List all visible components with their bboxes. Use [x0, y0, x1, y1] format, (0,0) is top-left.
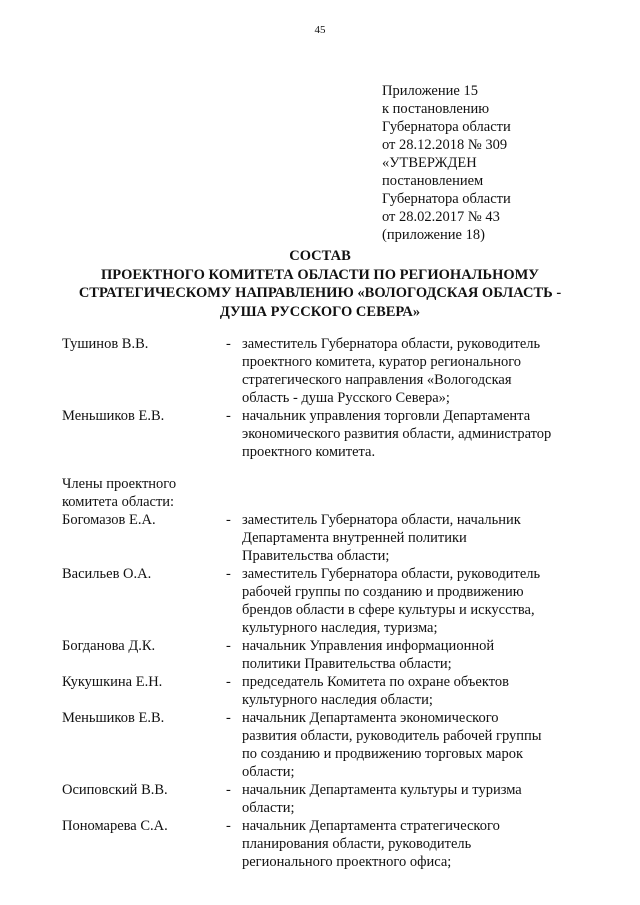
appendix-line: «УТВЕРЖДЕН: [382, 155, 477, 171]
dash-separator: -: [226, 336, 231, 352]
members-list: [62, 511, 622, 871]
member-row: [62, 637, 622, 673]
position-line: области;: [242, 764, 295, 780]
position-line: экономического развития области, администратор: [242, 426, 552, 442]
appendix-line: от 28.12.2018 № 309: [382, 137, 508, 153]
appendix-line: (приложение 18): [382, 227, 485, 243]
dash-separator: -: [226, 818, 231, 834]
position-line: развития области, руководитель рабочей группы: [242, 728, 542, 744]
committee-list: [62, 335, 622, 871]
member-row: [62, 781, 622, 817]
member-row: [62, 673, 622, 709]
position-line: политики Правительства области;: [242, 656, 452, 672]
position-line: культурного наследия области;: [242, 692, 433, 708]
dash-separator: -: [226, 566, 231, 582]
appendix-block: [382, 82, 511, 244]
position-line: заместитель Губернатора области, начальник: [242, 512, 521, 528]
member-name: Пономарева С.А.: [62, 818, 168, 834]
dash-separator: -: [226, 710, 231, 726]
member-name: Меньшиков Е.В.: [62, 408, 165, 424]
title-line: СТРАТЕГИЧЕСКОМУ НАПРАВЛЕНИЮ «ВОЛОГОДСКАЯ ОБЛАСТЬ -: [78, 285, 562, 301]
member-row: [62, 407, 622, 461]
appendix-line: от 28.02.2017 № 43: [382, 209, 500, 225]
member-name: Богомазов Е.А.: [62, 512, 156, 528]
member-position: [242, 709, 622, 781]
appendix-line: Губернатора области: [382, 191, 511, 207]
member-position: [242, 335, 622, 407]
dash-separator: -: [226, 512, 231, 528]
members-label: [62, 475, 622, 511]
position-line: области;: [242, 800, 295, 816]
member-position: [242, 781, 622, 817]
position-line: заместитель Губернатора области, руководитель: [242, 566, 541, 582]
position-line: начальник Департамента экономического: [242, 710, 499, 726]
member-name: Тушинов В.В.: [62, 336, 149, 352]
member-position: [242, 673, 622, 709]
position-line: Департамента внутренней политики: [242, 530, 467, 546]
position-line: заместитель Губернатора области, руководитель: [242, 336, 541, 352]
member-row: [62, 565, 622, 637]
members-label-line: комитета области:: [62, 494, 175, 510]
position-line: Правительства области;: [242, 548, 390, 564]
position-line: начальник Департамента культуры и туризма: [242, 782, 522, 798]
position-line: начальник Управления информационной: [242, 638, 495, 654]
position-line: стратегического направления «Вологодская: [242, 372, 512, 388]
member-position: [242, 565, 622, 637]
member-name: Васильев О.А.: [62, 566, 152, 582]
position-line: культурного наследия, туризма;: [242, 620, 438, 636]
member-name: Богданова Д.К.: [62, 638, 156, 654]
appendix-line: Приложение 15: [382, 83, 478, 99]
appendix-line: постановлением: [382, 173, 484, 189]
document-title: [0, 247, 640, 321]
position-line: планирования области, руководитель: [242, 836, 472, 852]
position-line: начальник Департамента стратегического: [242, 818, 500, 834]
member-position: [242, 511, 622, 565]
position-line: брендов области в сфере культуры и искусства,: [242, 602, 535, 618]
dash-separator: -: [226, 638, 231, 654]
position-line: регионального проектного офиса;: [242, 854, 452, 870]
members-label-line: Члены проектного: [62, 476, 177, 492]
dash-separator: -: [226, 408, 231, 424]
position-line: проектного комитета.: [242, 444, 376, 460]
page-number: 45: [314, 24, 326, 36]
member-row: [62, 817, 622, 871]
member-row: [62, 335, 622, 407]
member-name: Меньшиков Е.В.: [62, 710, 165, 726]
position-line: председатель Комитета по охране объектов: [242, 674, 509, 690]
position-line: рабочей группы по созданию и продвижению: [242, 584, 524, 600]
title-line: СОСТАВ: [289, 248, 351, 264]
member-position: [242, 817, 622, 871]
appendix-line: к постановлению: [382, 101, 490, 117]
member-row: [62, 709, 622, 781]
member-name: Осиповский В.В.: [62, 782, 168, 798]
member-row: [62, 511, 622, 565]
dash-separator: -: [226, 782, 231, 798]
title-line: ПРОЕКТНОГО КОМИТЕТА ОБЛАСТИ ПО РЕГИОНАЛЬНОМУ: [101, 266, 539, 283]
member-name: Кукушкина Е.Н.: [62, 674, 163, 690]
member-position: [242, 637, 622, 673]
leaders-list: [62, 335, 622, 461]
member-position: [242, 407, 622, 461]
dash-separator: -: [226, 674, 231, 690]
position-line: по созданию и продвижению торговых марок: [242, 746, 524, 762]
position-line: область - душа Русского Севера»;: [242, 390, 450, 406]
position-line: начальник управления торговли Департамента: [242, 408, 531, 424]
appendix-line: Губернатора области: [382, 119, 511, 135]
position-line: проектного комитета, куратор регионального: [242, 354, 522, 370]
title-line: ДУША РУССКОГО СЕВЕРА»: [219, 303, 421, 320]
